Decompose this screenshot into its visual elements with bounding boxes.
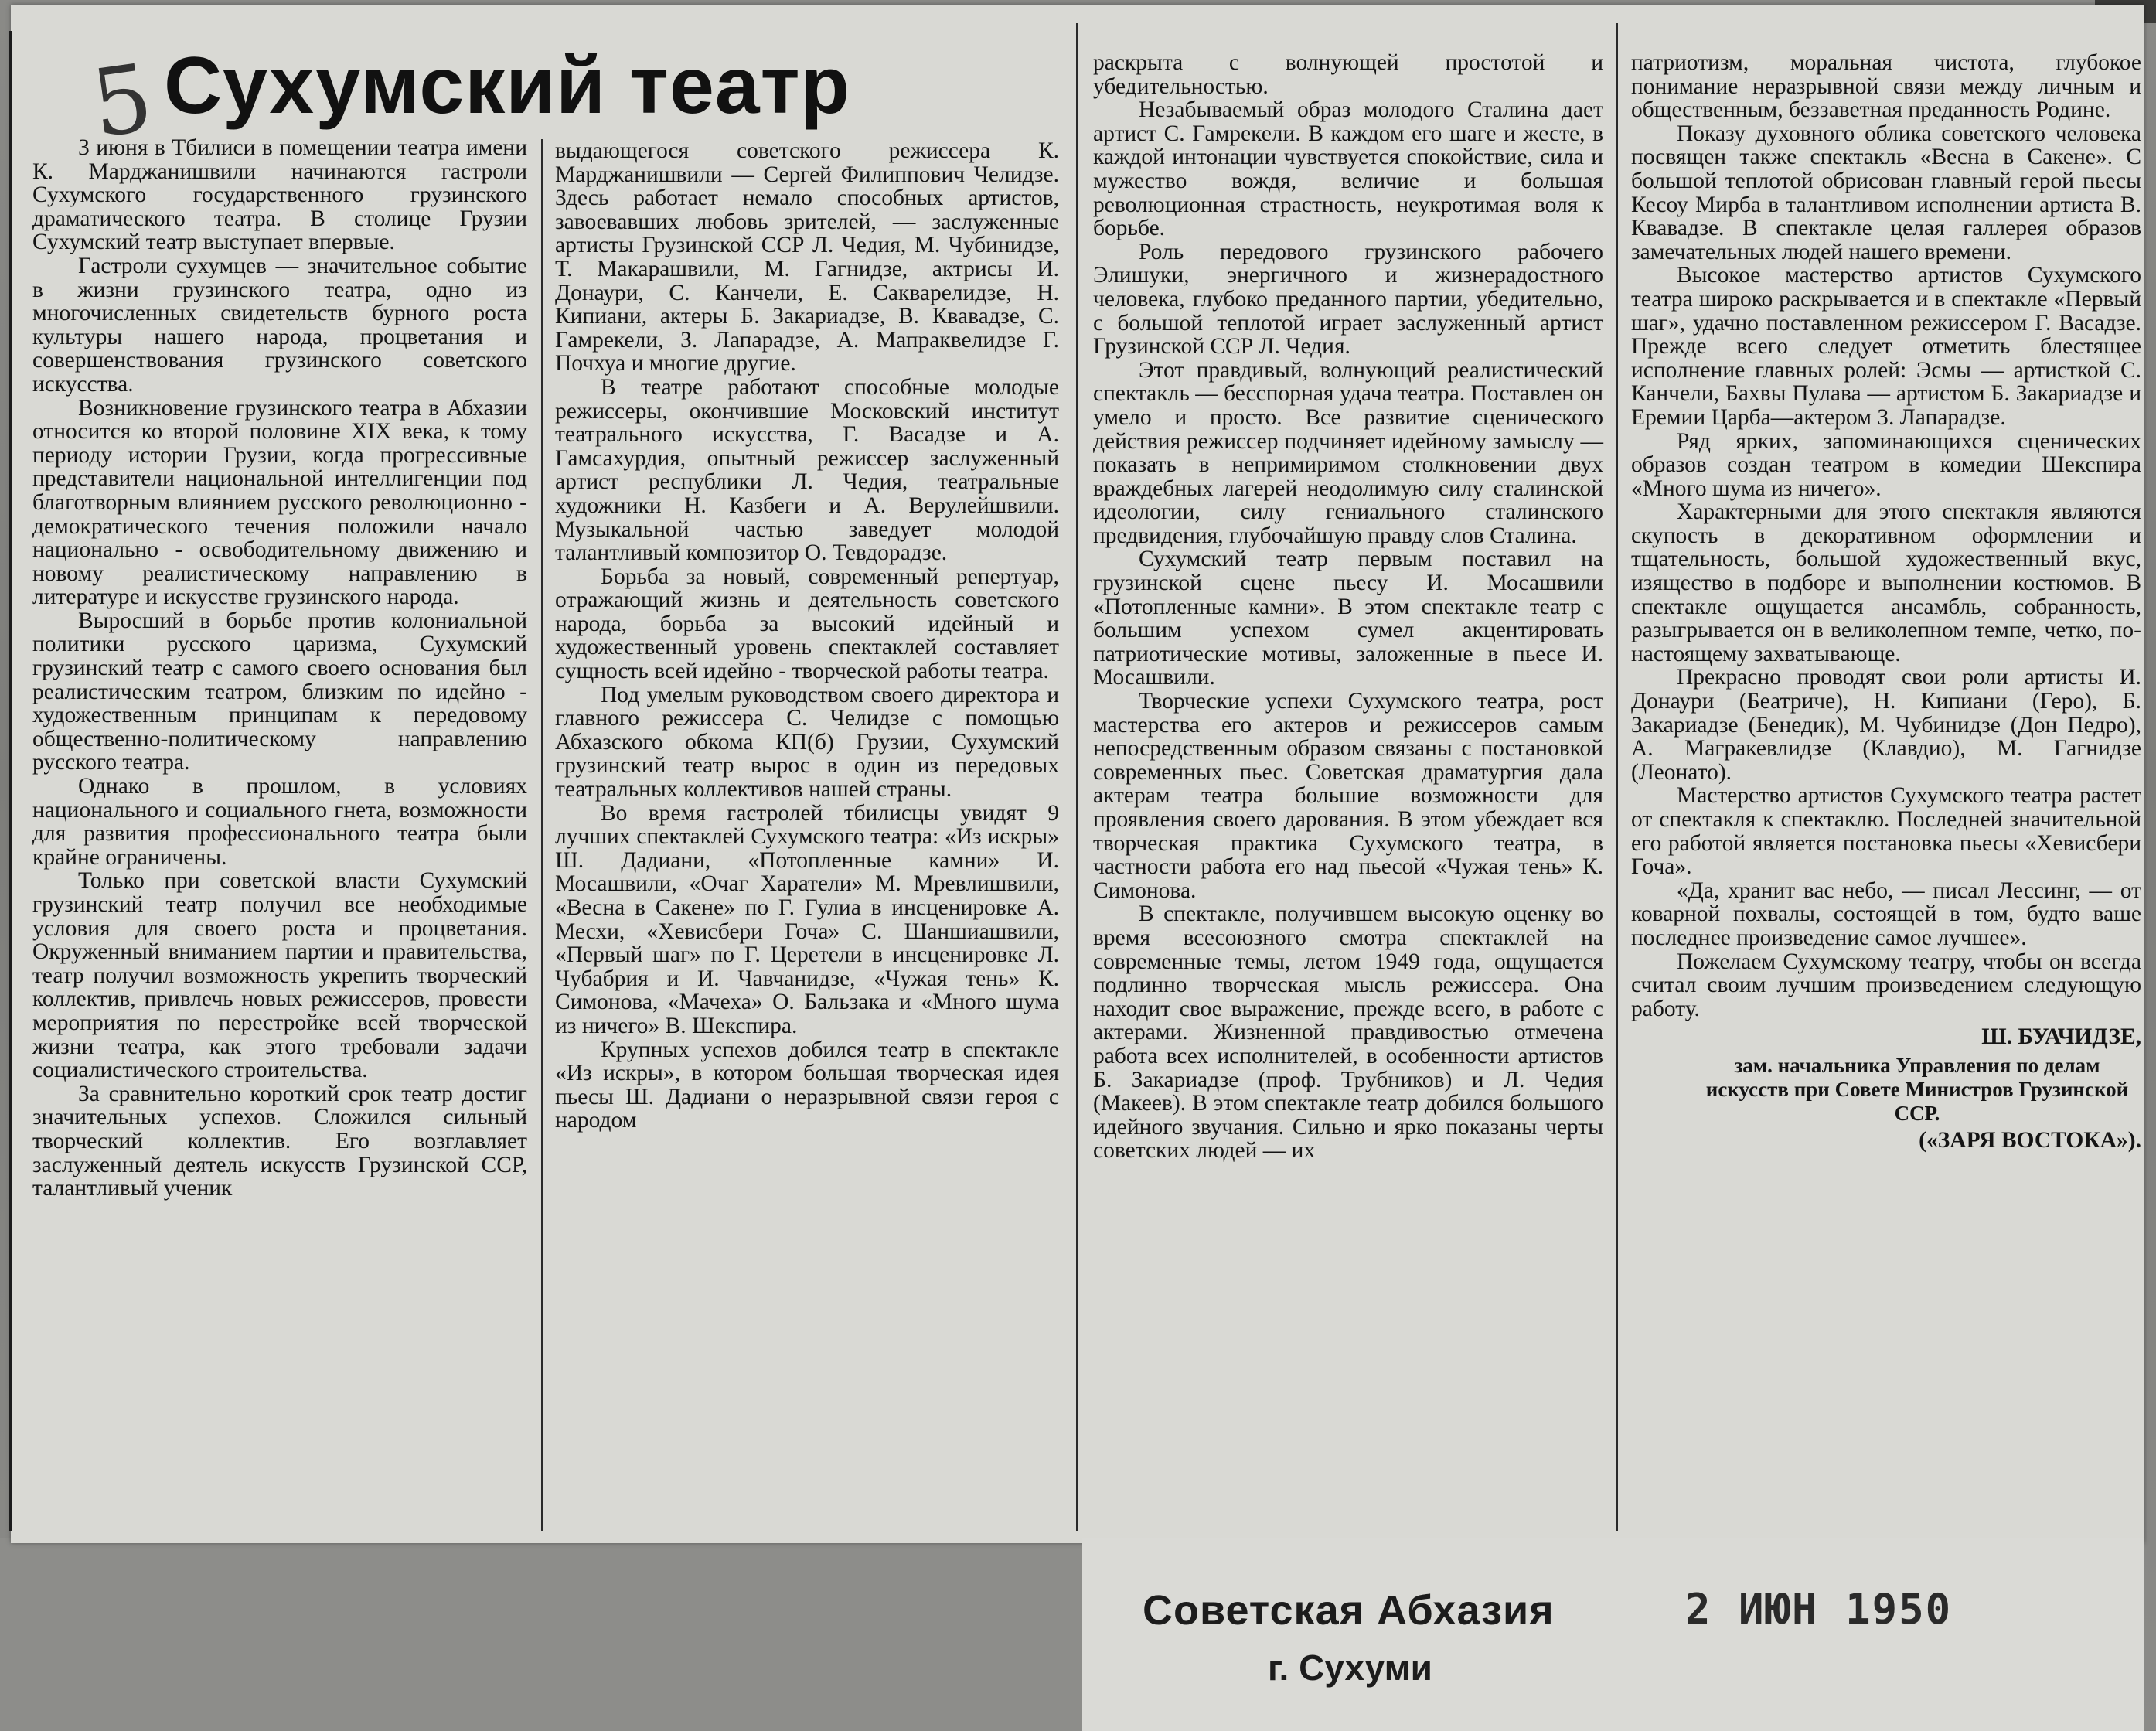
column-rule	[1616, 23, 1618, 1531]
paragraph: Творческие успехи Сухумского театра, рост мастерства его актеров и режиссеров самым непосредственным образом связаны с постановкой современных пьес. Советская драматургия дала актерам театра большие возможности для проявления своего дарования. В этом убеждает вся творческая практика Сухумского театра, в частности работа его над пьесой «Чужая тень» К. Симонова.	[1093, 689, 1603, 903]
paragraph: Сухумский театр первым поставил на грузинской сцене пьесу И. Мосашвили «Потопленные камни». В этом спектакле театр с большим успехом сумел акцентировать патриотические мотивы, заложенные в пьесе И. Мосашвили.	[1093, 547, 1603, 690]
author-role: зам. начальника Управления по делам искусств при Совете Министров Грузинской ССР.	[1705, 1053, 2129, 1125]
paragraph: Крупных успехов добился театр в спектакле «Из искры», в котором большая творческая идея пьесы Ш. Дадиани о неразрывной связи героя с народом	[555, 1037, 1059, 1133]
paragraph: Характерными для этого спектакля являются скупость в декоративном оформлении и тщательность, большой художественный вкус, изящество в подборе и выполнении костюмов. В спектакле ощущается ансамбль, собранность, разыгрывается он в великолепном темпе, четко, по-настоящему захватывающе.	[1631, 499, 2141, 666]
paragraph: Высокое мастерство артистов Сухумского театра широко раскрывается и в спектакле «Первый шаг», удачно поставленном режиссером Г. Васадзе. Прежде всего следует отметить блестящее исполнение главных ролей: Эсмы — артисткой С. Канчели, Бахвы Пулава — артистом Б. Закариадзе и Еремии Царба—актером З. Лапарадзе.	[1631, 263, 2141, 430]
paragraph: патриотизм, моральная чистота, глубокое понимание неразрывной связи между личным и общественным, беззаветная преданность Родине.	[1631, 50, 2141, 123]
paragraph: Только при советской власти Сухумский грузинский театр получил все необходимые условия для своего роста и процветания. Окруженный вниманием партии и правительства, театр получил возможность укрепить творческий коллектив, привлечь новых режиссеров, провести мероприятия по перестройке всей творческой жизни театра, как этого требовали задачи социалистического строительства.	[32, 868, 527, 1083]
date-stamp: 2 ИЮН 1950	[1685, 1585, 1953, 1634]
paragraph: «Да, хранит вас небо, — писал Лессинг, — от коварной похвалы, состоящей в том, будто ваше последнее произведение самое лучшее».	[1631, 877, 2141, 950]
article-source: («ЗАРЯ ВОСТОКА»).	[1919, 1127, 2141, 1153]
paragraph: Возникновение грузинского театра в Абхазии относится ко второй половине XIX века, к тому периоду истории Грузии, когда прогрессивные представители национальной интеллигенции под благотворным влиянием русского революционно - демократического течения положили начало национально - освободительному движению и новому реалистическому направлению в литературе и искусстве грузинского народа.	[32, 395, 527, 610]
paragraph: Этот правдивый, волнующий реалистический спектакль — бесспорная удача театра. Поставлен он умело и просто. Все развитие сценического действия режиссер подчиняет идейному замыслу —показать в непримиримом столкновении двух враждебных лагерей неодолимую силу сталинской идеологии, силу гениального сталинского предвидения, глубочайшую правду слов Сталина.	[1093, 357, 1603, 548]
paragraph: выдающегося советского режиссера К. Марджанишвили — Сергей Филиппович Челидзе. Здесь работает немало способных артистов, завоевавших любовь зрителей, — заслуженные артисты Грузинской ССР Л. Чедия, М. Чубинидзе, Т. Макарашвили, М. Гагнидзе, актрисы И. Донаури, С. Канчели, Е. Сакварелидзе, Н. Кипиани, актеры Б. Закариадзе, В. Квавадзе, С. Гамрекели, З. Лапарадзе, А. Мапраквелидзе Г. Почхуа и многие другие.	[555, 138, 1059, 377]
paragraph: Роль передового грузинского рабочего Элишуки, энергичного и жизнерадостного человека, глубоко преданного партии, убедительно, с большой теплотой играет заслуженный артист Грузинской ССР Л. Чедия.	[1093, 239, 1603, 359]
archive-label	[1082, 1538, 2144, 1731]
paragraph: 3 июня в Тбилиси в помещении театра имени К. Марджанишвили начинаются гастроли Сухумского государственного грузинского драматического театра. В столице Грузии Сухумский театр выступает впервые.	[32, 135, 527, 255]
pencil-mark: 5	[85, 44, 159, 159]
paragraph: Ряд ярких, запоминающихся сценических образов создан театром в комедии Шекспира «Много шума из ничего».	[1631, 428, 2141, 501]
scan-backing	[0, 1538, 1082, 1731]
paragraph: Прекрасно проводят свои роли артисты И. Донаури (Беатриче), Н. Кипиани (Геро), Б. Закариадзе (Бенедик), М. Чубинидзе (Дон Педро), А. Магракевлидзе (Клавдио), М. Гагнидзе (Леонато).	[1631, 665, 2141, 785]
paragraph: Во время гастролей тбилисцы увидят 9 лучших спектаклей Сухумского театра: «Из искры» Ш. Дадиани, «Потопленные камни» И. Мосашвили, «Очаг Харатели» М. Мревлишвили, «Весна в Сакене» по Г. Гулиа в инсценировке А. Месхи, «Хевисбери Гоча» С. Шаншиашвили, «Первый шаг» по Г. Церетели в инсценировке Л. Чубабрия и И. Чавчанидзе, «Чужая тень» К. Симонова, «Мачеха» О. Бальзака и «Много шума из ничего» В. Шекспира.	[555, 800, 1059, 1038]
article-column-4	[1631, 51, 2141, 1153]
article-headline: Сухумский театр	[164, 41, 851, 131]
paragraph: Показу духовного облика советского человека посвящен также спектакль «Весна в Сакене». С большой теплотой обрисован главный герой пьесы Кесоу Мирба в талантливом исполнении артиста В. Квавадзе. В спектакле целая галлерея образов замечательных людей нашего времени.	[1631, 121, 2141, 264]
paragraph: Однако в прошлом, в условиях национального и социального гнета, возможности для развития профессионального театра были крайне ограничены.	[32, 774, 527, 870]
article-column-2	[555, 139, 1059, 1133]
column-rule	[1076, 23, 1078, 1531]
paragraph: раскрыта с волнующей простотой и убедительностью.	[1093, 50, 1603, 99]
paragraph: Борьба за новый, современный репертуар, отражающий жизнь и деятельность советского народа, борьба за высокий идейный и художественный уровень спектаклей составляет сущность всей идейно - творческой работы театра.	[555, 564, 1059, 684]
paragraph: Под умелым руководством своего директора и главного режиссера С. Челидзе с помощью Абхазского обкома КП(б) Грузии, Сухумский грузинский театр вырос в один из передовых театральных коллективов нашей страны.	[555, 682, 1059, 802]
newspaper-city: г. Сухуми	[1268, 1648, 1432, 1688]
column-rule	[541, 139, 543, 1531]
clipping-edge	[9, 31, 12, 1531]
paragraph: Мастерство артистов Сухумского театра растет от спектакля к спектаклю. Последней значительной его работой является постановка пьесы «Хевисбери Гоча».	[1631, 783, 2141, 880]
author-signature: Ш. БУАЧИДЗЕ,	[1981, 1024, 2141, 1050]
article-column-1	[32, 136, 527, 1201]
paragraph: Гастроли сухумцев — значительное событие в жизни грузинского театра, одно из многочисленных свидетельств бурного роста культуры нашего народа, процветания и совершенствования грузинского советского искусства.	[32, 253, 527, 397]
paragraph: В спектакле, получившем высокую оценку во время всесоюзного смотра спектаклей на современные темы, летом 1949 года, ощущается подлинно творческая мысль режиссера. Она находит свое выражение, прежде всего, в работе с актерами. Жизненной правдивостью отмечена работа всех исполнителей, в особенности артистов Б. Закариадзе (проф. Трубников) и Л. Чедия (Макеев). В этом спектакле театр добился большого идейного звучания. Сильно и ярко показаны черты советских людей — их	[1093, 901, 1603, 1164]
article-column-3	[1093, 51, 1603, 1163]
paragraph: Пожелаем Сухумскому театру, чтобы он всегда считал своим лучшим произведением следующую работу.	[1631, 949, 2141, 1021]
newspaper-name: Советская Абхазия	[1143, 1587, 1555, 1634]
paragraph: Незабываемый образ молодого Сталина дает артист С. Гамрекели. В каждом его шаге и жесте, в каждой интонации чувствуется спокойствие, сила и мужество вождя, величие и большая революционная страстность, неукротимая воля к борьбе.	[1093, 97, 1603, 241]
paragraph: За сравнительно короткий срок театр достиг значительных успехов. Сложился сильный творческий коллектив. Его возглавляет заслуженный деятель искусств Грузинской ССР, талантливый ученик	[32, 1081, 527, 1201]
paragraph: Выросший в борьбе против колониальной политики русского царизма, Сухумский грузинский театр с самого своего основания был реалистическим театром, близким по идейно - художественным принципам к передовому общественно-политическому направлению русского театра.	[32, 608, 527, 775]
paragraph: В театре работают способные молодые режиссеры, окончившие Московский институт театрального искусства, Г. Васадзе и А. Гамсахурдия, опытный режиссер заслуженный артист республики Л. Чедия, театральные художники Н. Казбеги и А. Верулейшвили. Музыкальной частью заведует молодой талантливый композитор О. Тевдорадзе.	[555, 374, 1059, 566]
